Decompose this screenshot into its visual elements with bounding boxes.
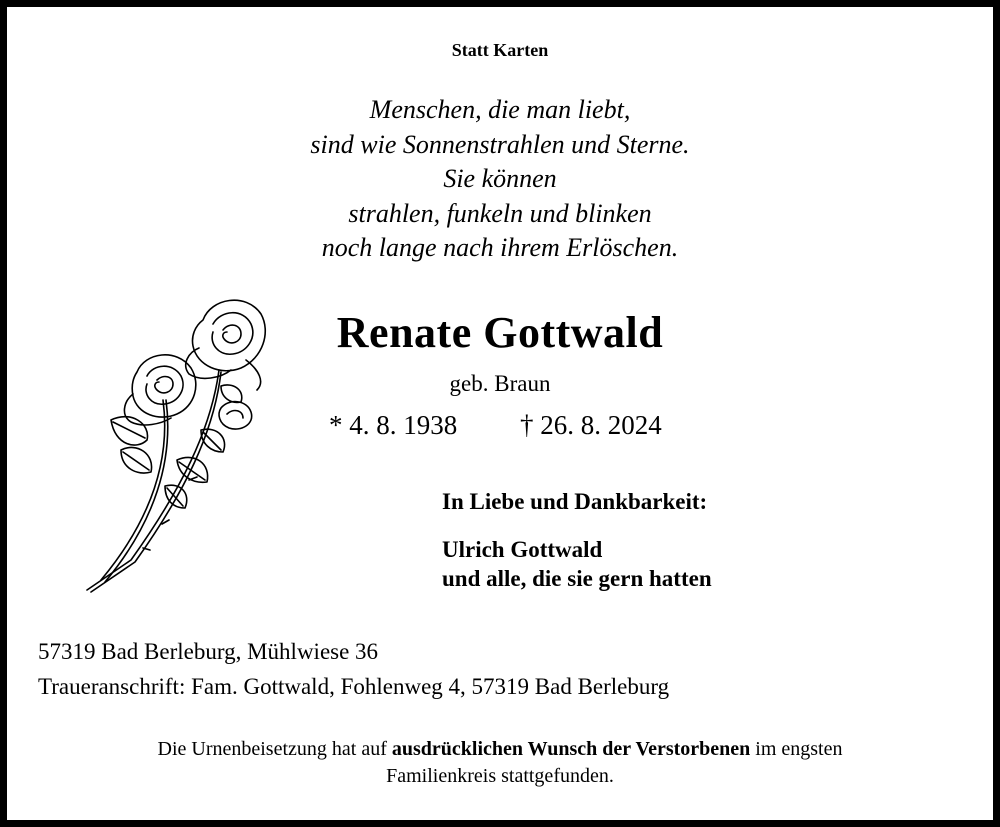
mourning-address-line: Traueranschrift: Fam. Gottwald, Fohlenweg 4, 57319 Bad Berleburg	[38, 674, 670, 699]
address-line: 57319 Bad Berleburg, Mühlwiese 36	[38, 639, 379, 664]
header-label: Statt Karten	[451, 40, 549, 60]
poem-line: sind wie Sonnenstrahlen und Sterne.	[310, 129, 690, 159]
burial-note-text: im engsten	[750, 738, 843, 760]
birth-name: geb. Braun	[449, 371, 551, 396]
death-date: † 26. 8. 2024	[520, 410, 662, 440]
burial-note-line: Familienkreis stattgefunden.	[386, 765, 614, 787]
burial-note-emphasis: ausdrücklichen Wunsch der Verstorbenen	[391, 738, 751, 760]
birth-date: * 4. 8. 1938	[329, 410, 458, 440]
mourners	[442, 535, 712, 593]
mourning-heading: In Liebe und Dankbarkeit:	[442, 489, 708, 514]
poem	[7, 93, 993, 266]
deceased-name: Renate Gottwald	[336, 308, 664, 357]
burial-note-text: Die Urnenbeisetzung hat auf	[157, 738, 392, 760]
poem-line: noch lange nach ihrem Erlöschen.	[321, 233, 679, 262]
burial-note-line	[7, 736, 993, 763]
burial-note	[7, 736, 993, 790]
poem-line: strahlen, funkeln und blinken	[348, 198, 652, 228]
poem-line: Menschen, die man liebt,	[369, 95, 631, 124]
poem-line: Sie können	[443, 164, 557, 193]
mourner-line: Ulrich Gottwald	[442, 537, 603, 562]
mourner-line: und alle, die sie gern hatten	[442, 566, 712, 591]
